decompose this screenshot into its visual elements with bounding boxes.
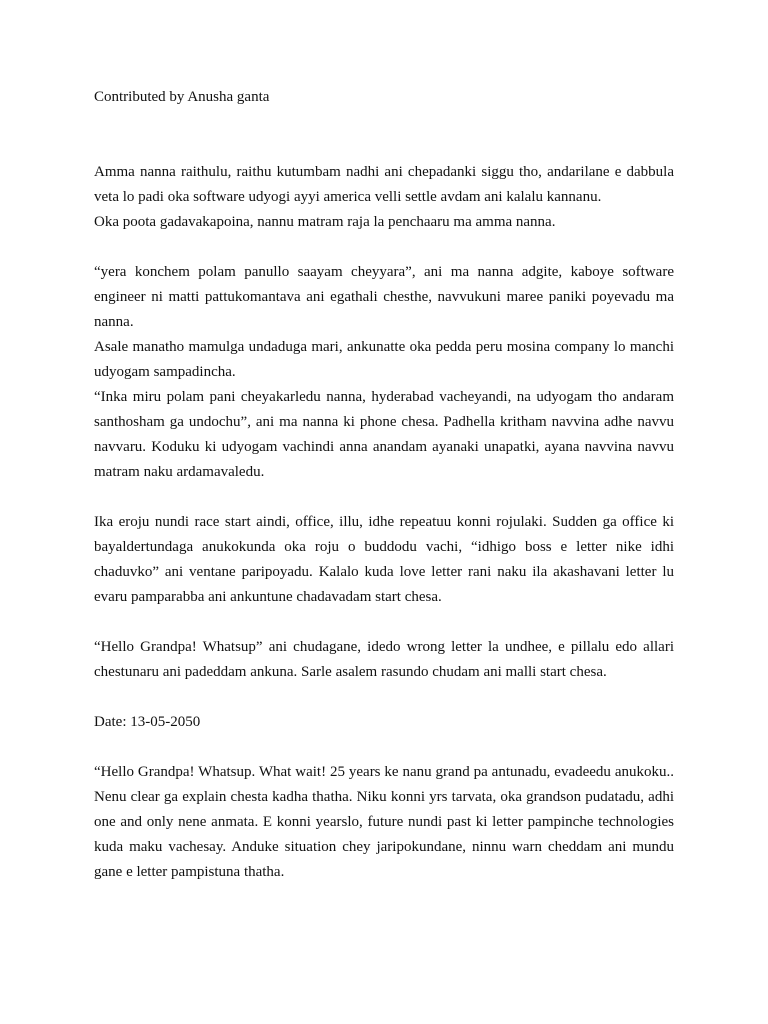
paragraph-job: Asale manatho mamulga undaduga mari, ankunatte oka pedda peru mosina company lo manchi udyogam sampadincha. [94, 339, 674, 380]
paragraph-dream: Amma nanna raithulu, raithu kutumbam nadhi ani chepadanki siggu tho, andarilane e dabbula veta lo padi oka software udyogi ayyi america velli settle avdam ani kalalu kannanu. [94, 164, 674, 205]
spacer [94, 685, 674, 710]
spacer [94, 235, 674, 260]
paragraph-father-field: “yera konchem polam panullo saayam cheyyara”, ani ma nanna adgite, kaboye software engineer ni matti pattukomantava ani egathali chesthe, navvukuni maree paniki poyevadu ma nanna. [94, 264, 674, 330]
spacer [94, 735, 674, 760]
spacer [94, 110, 674, 160]
paragraph-hello-grandpa: “Hello Grandpa! Whatsup” ani chudagane, idedo wrong letter la undhee, e pillalu edo allari chestunaru ani padeddam ankuna. Sarle asalem rasundo chudam ani malli start chesa. [94, 639, 674, 680]
letter-date: Date: 13-05-2050 [94, 714, 201, 730]
paragraph-raised: Oka poota gadavakapoina, nannu matram raja la penchaaru ma amma nanna. [94, 214, 556, 230]
spacer [94, 485, 674, 510]
document-page [94, 85, 674, 885]
paragraph-letter-body: “Hello Grandpa! Whatsup. What wait! 25 years ke nanu grand pa antunadu, evadeedu anukoku.. Nenu clear ga explain chesta kadha thatha. Niku konni yrs tarvata, oka grandson pudatadu, adhi one and only nene anmata. E konni yearslo, future nundi past ki letter pampinche technologies kuda maku vachesay. Anduke situation chey jaripokundane, ninnu warn cheddam ani mundu gane e letter pampistuna thatha. [94, 764, 674, 880]
paragraph-letter-arrives: Ika eroju nundi race start aindi, office, illu, idhe repeatuu konni rojulaki. Sudden ga office ki bayaldertundaga anukokunda oka roju o buddodu vachi, “idhigo boss e letter nike idhi chaduvko” ani ventane paripoyadu. Kalalo kuda love letter rani naku ila akashavani letter lu evaru pamparabba ani ankuntune chadavadam start chesa. [94, 514, 674, 605]
contributor-line: Contributed by Anusha ganta [94, 89, 270, 105]
spacer [94, 610, 674, 635]
paragraph-phone-call: “Inka miru polam pani cheyakarledu nanna, hyderabad vacheyandi, na udyogam tho andaram santhosham ga undochu”, ani ma nanna ki phone chesa. Padhella kritham navvina adhe navvu navvaru. Koduku ki udyogam vachindi anna anandam ayanaki unapatki, ayana navvina navvu matram naku ardamavaledu. [94, 389, 674, 480]
